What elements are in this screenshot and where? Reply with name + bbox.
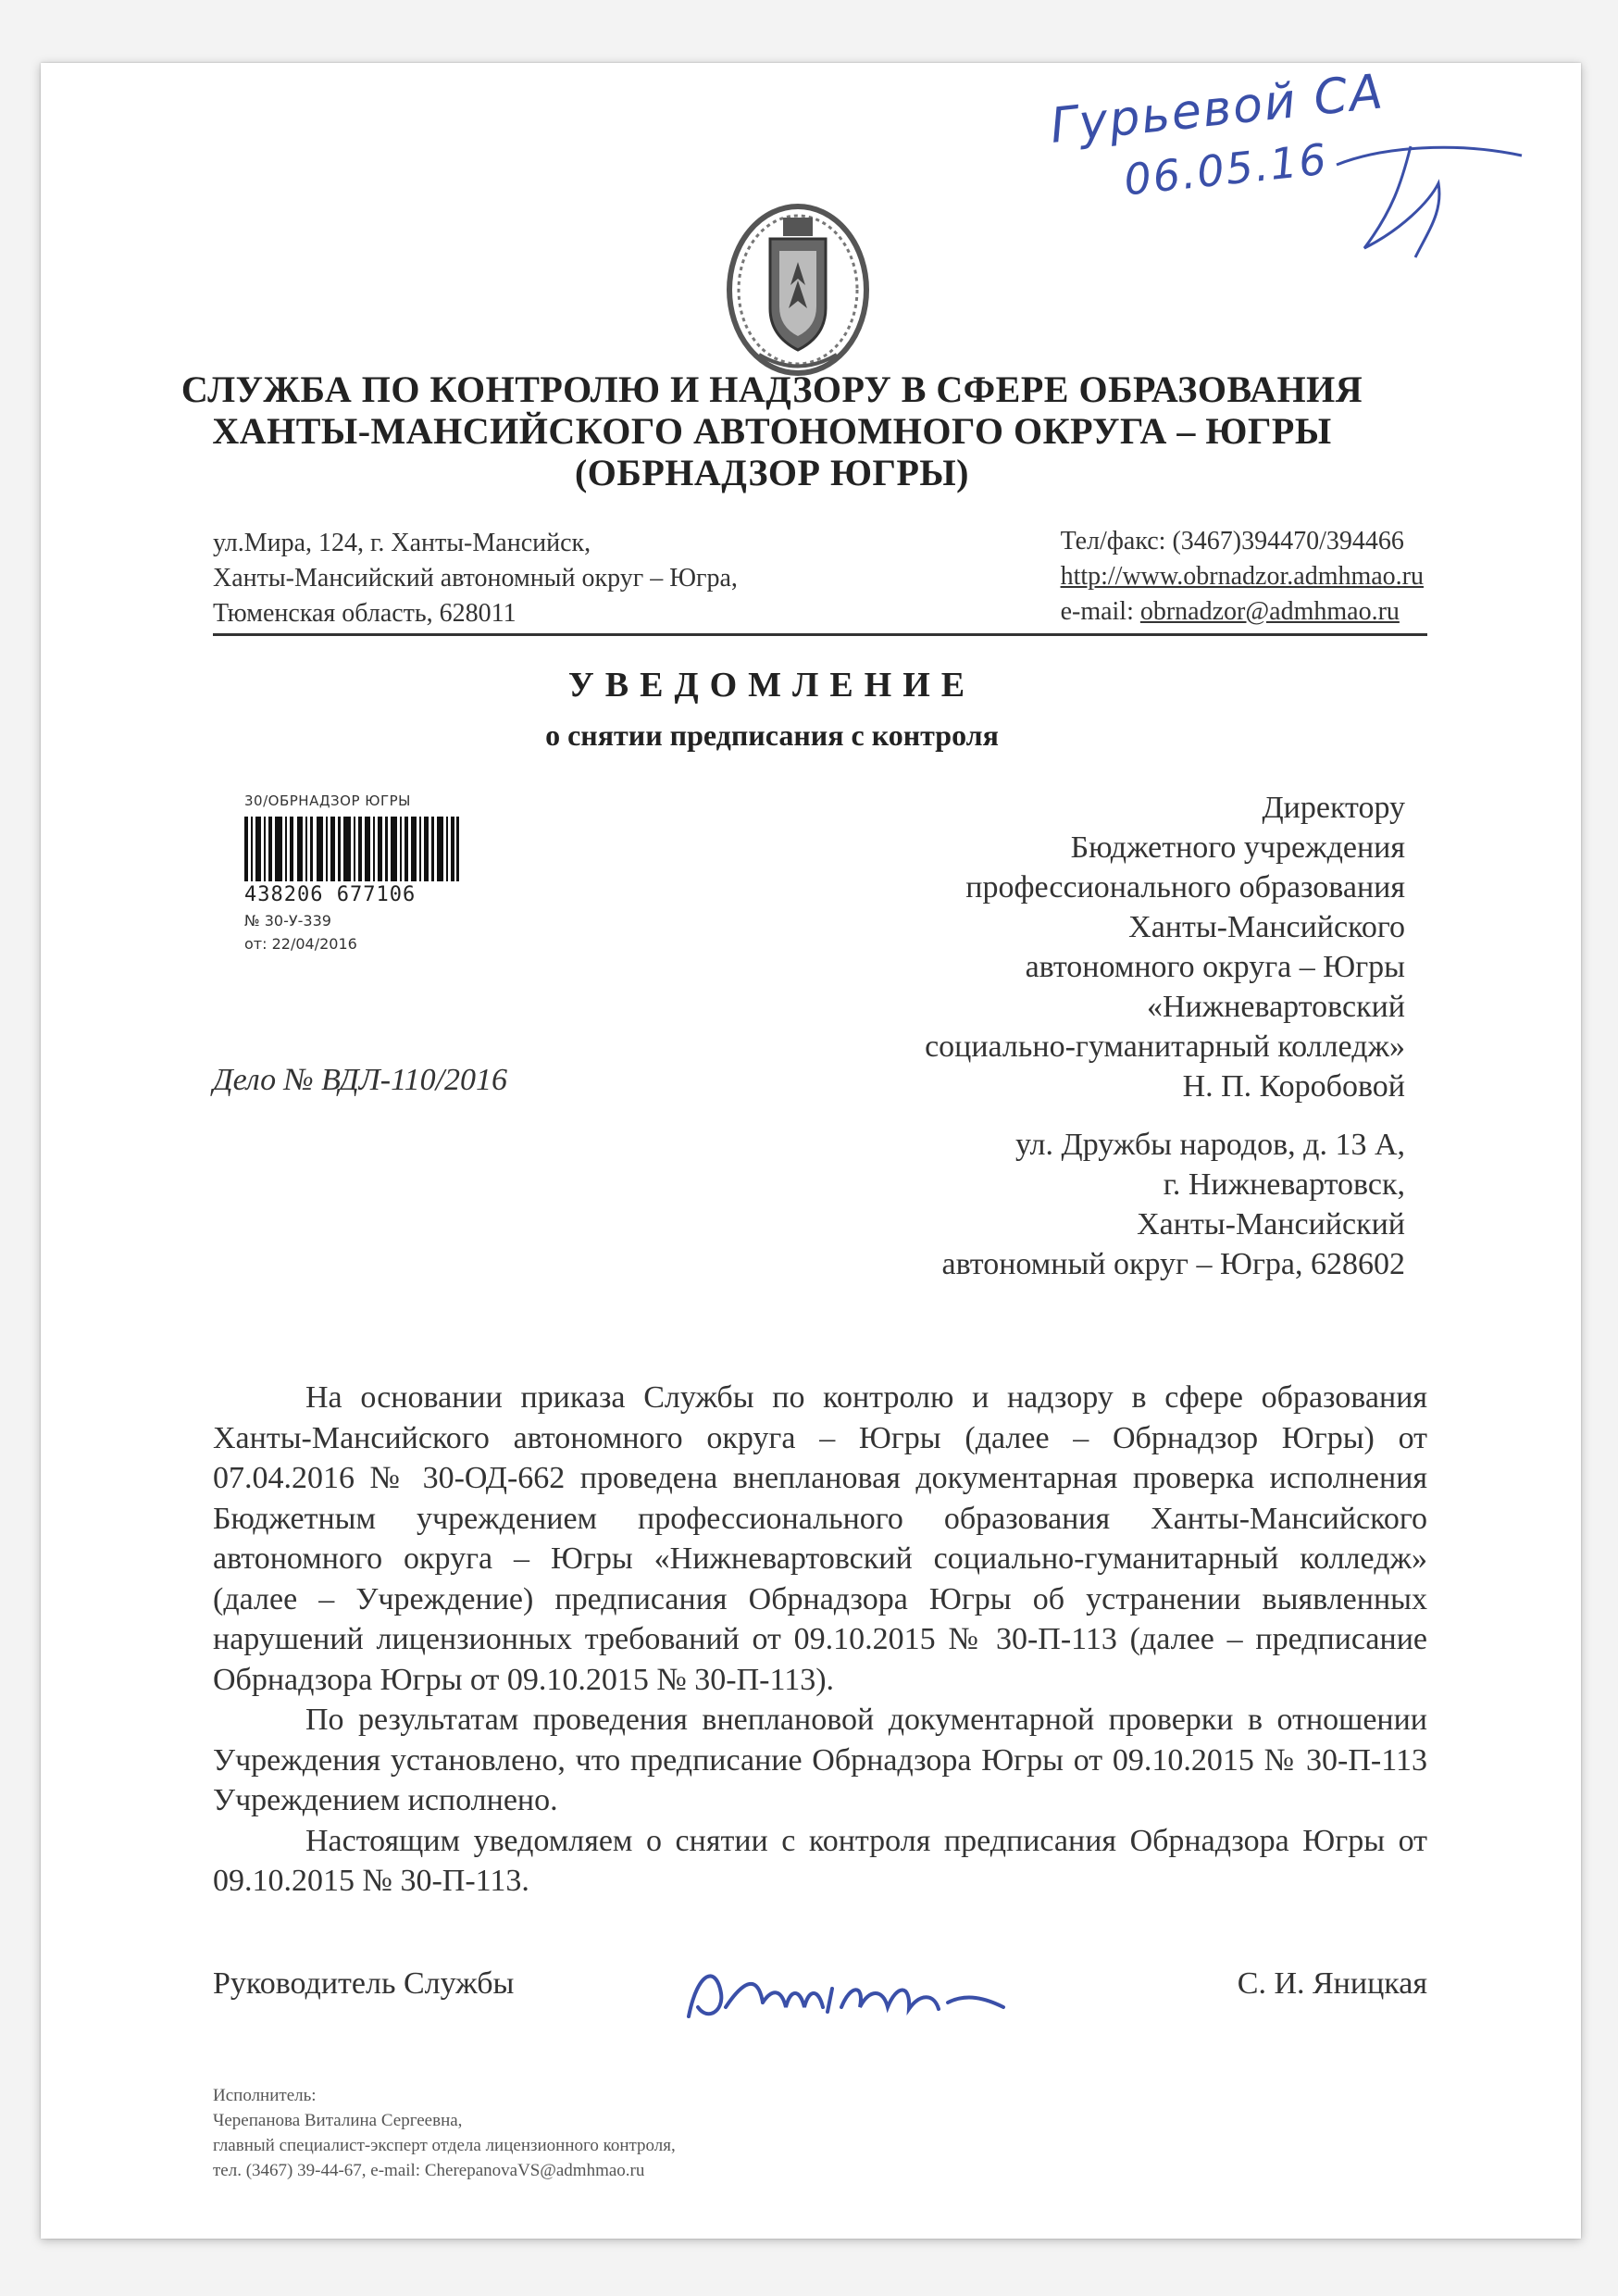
notice-title: УВЕДОМЛЕНИЕ — [567, 666, 977, 705]
signatory-role: Руководитель Службы — [213, 1966, 515, 2001]
recipient-address-line: автономный округ – Югра, 628602 — [941, 1247, 1405, 1281]
notice-subtitle: о снятии предписания с контроля — [545, 718, 999, 752]
address-line: Тюменская область, 628011 — [213, 599, 517, 628]
handwritten-date: 06.05.16 — [1121, 133, 1331, 206]
recipient-line: Ханты-Мансийского — [1128, 910, 1405, 944]
recipient-address-line: г. Нижневартовск, — [1163, 1167, 1405, 1202]
recipient-line: Бюджетного учреждения — [1070, 830, 1405, 865]
org-title-line-2: ХАНТЫ-МАНСИЙСКОГО АВТОНОМНОГО ОКРУГА – ЮГРЫ — [212, 410, 1332, 452]
org-address — [213, 526, 738, 631]
org-title-line-1: СЛУЖБА ПО КОНТРОЛЮ И НАДЗОРУ В СФЕРЕ ОБРАЗОВАНИЯ — [180, 368, 1363, 410]
recipient-address-line: ул. Дружбы народов, д. 13 А, — [1015, 1128, 1405, 1162]
registration-barcode — [244, 792, 459, 953]
recipient-address-line: Ханты-Мансийский — [1137, 1207, 1405, 1242]
recipient-block — [925, 788, 1405, 1106]
header-divider — [213, 633, 1427, 636]
email-line — [1061, 594, 1424, 630]
executor-label: Исполнитель: — [213, 2086, 317, 2105]
handwritten-addressee: Гурьевой СА — [1047, 64, 1388, 155]
recipient-line: «Нижневартовский — [1146, 990, 1405, 1024]
org-title-line-3: (ОБРНАДЗОР ЮГРЫ) — [574, 452, 969, 493]
recipient-line: социально-гуманитарный колледж» — [925, 1029, 1405, 1064]
address-line: Ханты-Мансийский автономный округ – Югра, — [213, 564, 738, 593]
registration-number: № 30-У-339 — [244, 912, 331, 930]
handwritten-signature — [670, 1952, 1022, 2035]
executor-name: Черепанова Виталина Сергеевна, — [213, 2111, 463, 2130]
barcode-org: 30/ОБРНАДЗОР ЮГРЫ — [244, 792, 411, 809]
body-paragraph: По результатам проведения внеплановой документарной проверки в отношении Учреждения установлено, что предписание Обрнадзора Югры от 09.10.2015 № 30-П-113 Учреждением исполнено. — [213, 1703, 1427, 1817]
handwritten-initials-mark — [1327, 128, 1531, 267]
recipient-line: автономного округа – Югры — [1025, 950, 1405, 984]
barcode-number: 438206 677106 — [244, 883, 417, 906]
registration-date: от: 22/04/2016 — [244, 935, 357, 953]
barcode-icon — [244, 817, 459, 881]
notice-body — [213, 1378, 1427, 1902]
document-page — [41, 63, 1581, 2239]
executor-contact: тел. (3467) 39-44-67, e-mail: CherepanovaVS@admhmao.ru — [213, 2161, 645, 2180]
email-link[interactable]: obrnadzor@admhmao.ru — [1139, 597, 1400, 626]
body-paragraph: На основании приказа Службы по контролю и надзору в сфере образования Ханты-Мансийского автономного округа – Югры (далее – Обрнадзор Югры) от 07.04.2016 № 30-ОД-662 проведена внеплановая документарная проверка исполнения Бюджетным учреждением профессионального образования Ханты-Мансийского автономного округа – Югры «Нижневартовский социально-гуманитарный колледж» (далее – Учреждение) предписания Обрнадзора Югры об устранении выявленных нарушений лицензионных требований от 09.10.2015 № 30-П-113 (далее – предписание Обрнадзора Югры от 09.10.2015 № 30-П-113). — [213, 1380, 1427, 1697]
coat-of-arms-icon — [722, 197, 875, 382]
recipient-line: Директору — [1262, 791, 1405, 825]
address-line: ул.Мира, 124, г. Ханты-Мансийск, — [213, 529, 591, 557]
body-paragraph: Настоящим уведомляем о снятии с контроля предписания Обрнадзора Югры от 09.10.2015 № 30-П-113. — [213, 1823, 1427, 1898]
phone-fax: Тел/факс: (3467)394470/394466 — [1060, 527, 1404, 555]
recipient-line: Н. П. Коробовой — [1182, 1069, 1405, 1104]
executor-position: главный специалист-эксперт отдела лицензионного контроля, — [213, 2136, 676, 2155]
org-contacts — [1061, 524, 1424, 630]
case-number: Дело № ВДЛ-110/2016 — [213, 1063, 508, 1097]
recipient-line: профессионального образования — [965, 870, 1405, 905]
signatory-name: С. И. Яницкая — [1237, 1966, 1427, 2001]
email-label: e-mail: — [1060, 597, 1140, 626]
recipient-address — [941, 1125, 1405, 1284]
executor-block — [213, 2083, 676, 2183]
website-link[interactable]: http://www.obrnadzor.admhmao.ru — [1060, 562, 1424, 591]
